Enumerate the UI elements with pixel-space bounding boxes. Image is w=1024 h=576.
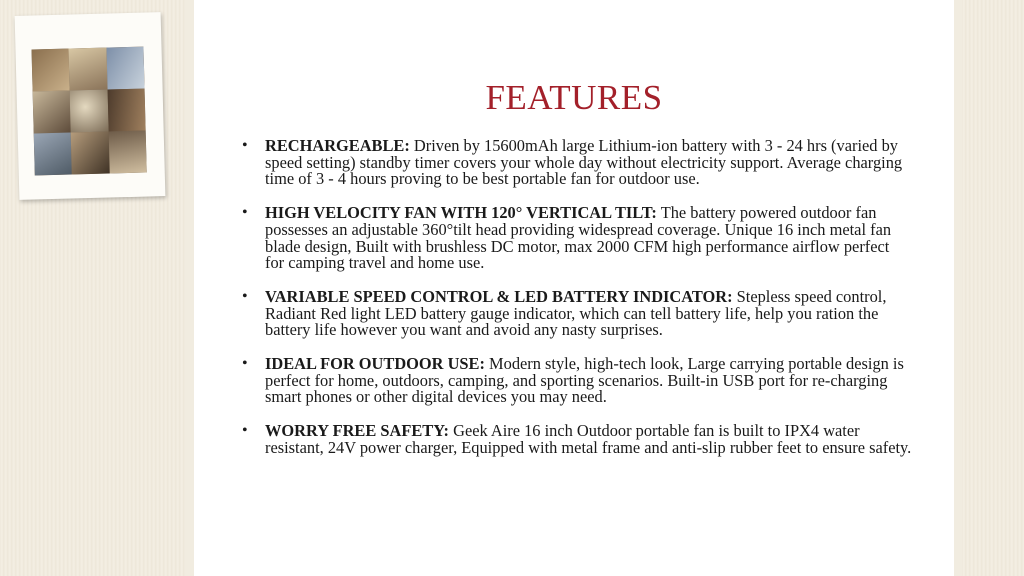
feature-item [242,205,912,272]
bullet-icon: • [242,204,248,222]
bullet-icon: • [242,287,248,305]
collage-tile [106,47,144,90]
right-background-strip [962,0,1024,576]
collage-tile [70,90,108,133]
feature-text: Modern style, high-tech look, Large carrying portable design is perfect for home, outdoors, camping, and sporting scenarios. Built-in USB port for re-charging smart phones or other digital devices you may need. [265,354,904,407]
feature-item [242,423,912,456]
slide-title: FEATURES [485,78,663,117]
feature-text: Geek Aire 16 inch Outdoor portable fan is built to IPX4 water resistant, 24V power charger, Equipped with metal frame and anti-slip rubber feet to ensure safety. [265,421,912,457]
feature-heading: VARIABLE SPEED CONTROL & LED BATTERY INDICATOR: [265,286,733,306]
features-list [242,138,912,474]
photo-collage-frame [15,12,166,200]
feature-heading: RECHARGEABLE: [265,136,410,155]
collage-tile [69,48,107,91]
slide-content-panel [194,0,954,576]
feature-text: Stepless speed control, Radiant Red light LED battery gauge indicator, which can tell battery life, help you ration the battery life however you want and avoid any nasty surprises. [265,286,887,340]
feature-item [242,138,912,188]
feature-heading: WORRY FREE SAFETY: [265,421,449,441]
photo-collage-image [32,47,147,176]
collage-tile [33,91,71,134]
collage-tile [108,131,146,174]
feature-heading: IDEAL FOR OUTDOOR USE: [265,354,485,374]
feature-item [242,356,912,406]
bullet-icon: • [242,355,248,373]
feature-heading: HIGH VELOCITY FAN WITH 120° VERTICAL TILT: [265,203,657,223]
collage-tile [34,133,72,176]
bullet-icon: • [242,422,248,440]
feature-text: The battery powered outdoor fan possesses an adjustable 360°tilt head providing widespread coverage. Unique 16 inch metal fan blade design, Built with brushless DC motor, max 2000 CFM high performance airflow perfect for camping travel and home use. [265,203,892,273]
feature-text: Driven by 15600mAh large Lithium-ion battery with 3 - 24 hrs (varied by speed setting) standby timer covers your whole day without electricity support. Average charging time of 3 - 4 hours proving to be best portable fan for outdoor use. [265,136,903,189]
feature-item [242,286,912,340]
collage-tile [71,132,109,175]
collage-tile [107,89,145,132]
collage-tile [32,49,70,92]
bullet-icon: • [242,137,248,154]
